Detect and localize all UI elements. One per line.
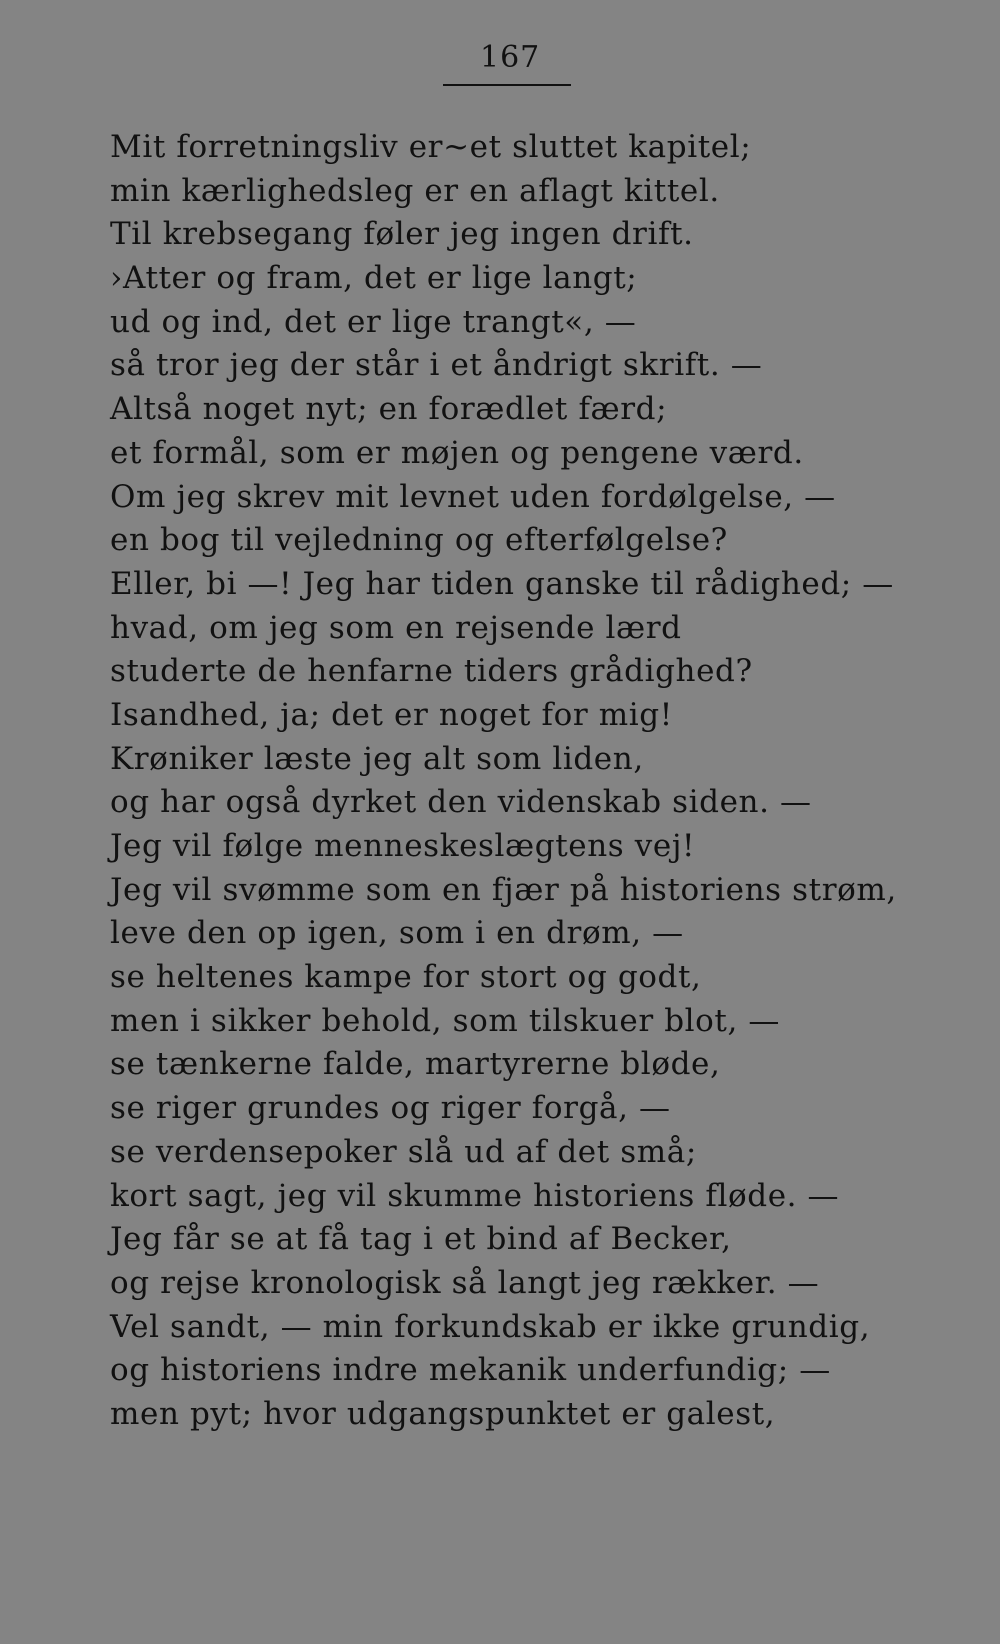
verse-line: leve den op igen, som i en drøm, —: [110, 915, 684, 952]
verse-line: Eller, bi —! Jeg har tiden ganske til rådighed; —: [110, 565, 894, 602]
verse-line: så tror jeg der står i et åndrigt skrift. —: [110, 347, 763, 384]
verse-line: ud og ind, det er lige trangt«, —: [110, 303, 637, 340]
verse-line: men pyt; hvor udgangspunktet er galest,: [110, 1395, 776, 1432]
verse-line: Om jeg skrev mit levnet uden fordølgelse, —: [110, 478, 836, 515]
verse-line: Krøniker læste jeg alt som liden,: [110, 740, 644, 777]
verse-line: Vel sandt, — min forkundskab er ikke grundig,: [110, 1308, 871, 1345]
page-number: 167: [480, 40, 541, 75]
verse-line: men i sikker behold, som tilskuer blot, —: [110, 1002, 780, 1039]
verse-line: og historiens indre mekanik underfundig; —: [110, 1352, 831, 1389]
verse-line: se riger grundes og riger forgå, —: [110, 1090, 671, 1127]
verse-line: og rejse kronologisk så langt jeg rækker. —: [110, 1264, 820, 1301]
verse-line: og har også dyrket den videnskab siden. —: [110, 784, 812, 821]
verse-line: hvad, om jeg som en rejsende lærd: [110, 609, 682, 646]
verse-line: ›Atter og fram, det er lige langt;: [110, 260, 638, 297]
verse-line: se heltenes kampe for stort og godt,: [110, 959, 702, 996]
page-number-rule: [443, 84, 571, 86]
verse-line: min kærlighedsleg er en aflagt kittel.: [110, 172, 720, 209]
verse-line: Til krebsegang føler jeg ingen drift.: [110, 216, 694, 253]
verse-line: se verdensepoker slå ud af det små;: [110, 1133, 697, 1170]
verse-line: studerte de henfarne tiders grådighed?: [110, 653, 753, 690]
verse-line: Altså noget nyt; en forædlet færd;: [110, 391, 668, 428]
verse-line: Jeg vil svømme som en fjær på historiens strøm,: [110, 871, 897, 908]
verse-line: et formål, som er møjen og pengene værd.: [110, 434, 804, 471]
verse-line: se tænkerne falde, martyrerne bløde,: [110, 1046, 721, 1083]
verse-line: Isandhed, ja; det er noget for mig!: [110, 696, 673, 733]
verse-line: en bog til vejledning og efterfølgelse?: [110, 522, 728, 559]
verse-line: Mit forretningsliv er~et sluttet kapitel;: [110, 129, 752, 165]
verse-line: Jeg vil følge menneskeslægtens vej!: [110, 828, 696, 864]
verse-line: kort sagt, jeg vil skumme historiens fløde. —: [110, 1177, 840, 1214]
verse-text: [110, 126, 970, 1437]
verse-line: Jeg får se at få tag i et bind af Becker,: [110, 1221, 732, 1258]
